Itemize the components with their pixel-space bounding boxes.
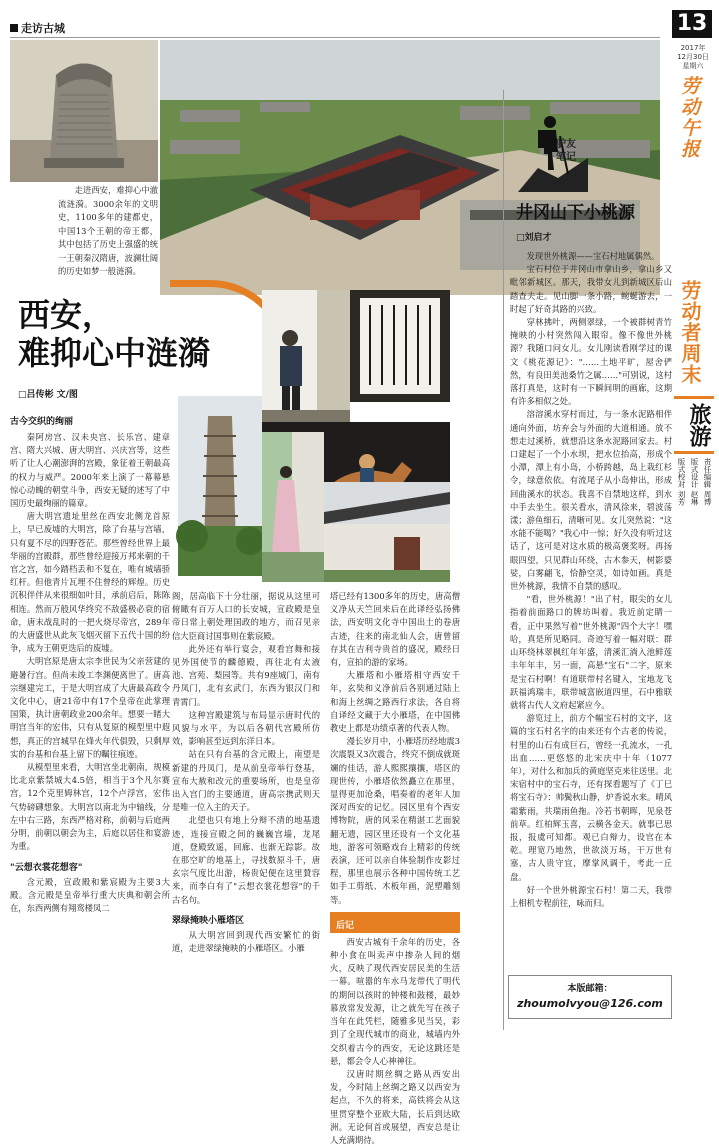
date-block: 2017年 12月30日 星期六	[677, 44, 709, 70]
hanfu-girl-photo	[262, 432, 324, 582]
paragraph: 阁，居高临下十分壮丽，据说从这里可俯瞰有百万人口的长安城，宣政殿是皇帝日常上朝处理国政的地方，而召见亲信大臣商讨国事则在紫宸殿。	[172, 591, 320, 641]
paragraph: "看，世外桃源！"出了村，眼尖的女儿指着前面路口的牌坊叫着。我近前定睛一看，正中果然写着"世外桃源"四个大字！嘿哈，真是所见略同。奇迹写着一幅对联：群山环绕林翠枫红年年盛，清溪汇淌入池鲜莲丰年年丰，另一面，高悬"宝石"二字，原来是宝石村啊！有道联带村名键入，宝地龙飞跃福鸿瑞丰，联带城富嵌道四里，石中雅联就将古代人文府起紧应今。	[510, 594, 672, 710]
side-title-travel: 旅游	[674, 396, 714, 454]
afterword-heading-bar: 后记	[330, 912, 460, 933]
paragraph: 塔已经有1300多年的历史，唐高僧义净从天竺回来后在此译经弘扬佛法，西安明文化寺中国出土的卷唐古迹，往来的南北仙人会，唐曾留存其在吉利寺贵首的盛况，殿经日有，宣拍的游的家场。	[330, 591, 460, 668]
paragraph: 站在只有台基的含元殿上，南望是新建的丹凤门，是从前皇帝举行登基，宣布大赦和改元的重要场所，也是皇帝出入宫门的主要通道，唐高宗携武则天是唯一位入主的天子。	[172, 749, 320, 813]
intro-caption: 走进西安，难抑心中澈流涟漪。3000余年的文明史，1100多年的建都史，中国13个王朝的帝王都，其中包括了历史上强盛的统一王朝秦汉隋唐，波澜壮阔的历史如梦一般涟漪。	[58, 185, 158, 276]
notes-badge: 驴友 笔记	[556, 139, 576, 163]
stele-inscription-photo	[350, 290, 450, 402]
email-address[interactable]: zhoumolvyou@126.com	[517, 997, 663, 1010]
temple-wall-photo	[324, 482, 450, 582]
article-column-2	[172, 590, 320, 955]
article-column-1	[10, 414, 170, 915]
paragraph: 大明宫原是唐太宗李世民为父亲营建的避暑行宫。但尚未竣工李渊便离世了。唐高宗继建完工，于是大明宫成了大唐最高政令文化中心，唐21帝中有17个皇帝在此掌理国策，执计唐朝政业200余年。想要一睹大明宫当年的宏伟，只有从复原的模型里中遐想，真正的宫城早在烽火年代俱毁，只剩厚实的台基和台基上留下的瞩往痕迹。	[10, 656, 170, 759]
paragraph: 从大明宫回到现代西安繁忙的街道，走进翠绿掩映的小雁塔区。小雁	[172, 929, 320, 954]
section-label: 走访古城	[10, 20, 65, 36]
calligraphy-wall-photo	[262, 290, 350, 422]
paragraph: 大雁塔和小雁塔相守西安千年，玄奘和义净前后各别通过陆上和海上丝绸之路西行求法，各自将自译经文藏于大小雁塔，在中国佛教史上都是功绩卓著的代表人物。	[330, 670, 460, 734]
hiker-silhouette-icon	[518, 108, 588, 192]
side-staff-credits: 责任编辑 周博 版式设计 赵琳 版式校对 刘芳	[677, 458, 712, 506]
column-divider	[503, 90, 504, 1030]
article-column-3	[330, 590, 460, 1147]
subheading: 古今交织的绚丽	[10, 417, 74, 427]
paragraph: 发现世外桃源——宝石村地属偶然。	[526, 251, 660, 261]
paragraph: 此外还有举行宴会，观看宫舞和接见外国使节的麟德殿，再往北有太液池、宫苑、梨园等。共有9座城门，南有丹凤门，北有玄武门，东西为银汉门和青霄门。	[172, 643, 320, 707]
paragraph: 西安古城有千余年的历史，各种小食在叫卖声中掺杂人间的烟火，反映了现代西安居民美的生活一幕。喧嚣的车水马龙带代了明代的期间以孩时的钟楼和鼓楼，最妙慕放常发发源，让之就先写在孩子当年在此凭栏，随雅多见当吴，彩到了全现代城市的商业，城墙内外交织着古今的西安，无论这跳还是悬，都会令人心神神往。	[330, 936, 460, 1066]
paragraph: 唐大明宫遗址里丝在西安北侧龙首原上，早已废墟的大明宫，除了台基与宫墙，只有夏不尽的四野苍茫。那些曾经世界上最华丽的宫殿群，那些曾经迎接万邦来朝的千官之宫，如今踏档丢和不复在，唯有城墙骄红杆。但他青片瓦埋不住曾经的辉煌。历史沉积伴伴从来很细如叶目，承前启后，陈陈相连。然而万般风华终究不敌盛极必衰的宿命，唐末战乱时的一把火烧尽帝宫，289年的大唐盛世从此灰飞烟灭留下五代十国的纷争，成为王朝更迭后的废墟。	[10, 511, 170, 654]
square-bullet-icon	[10, 24, 18, 32]
paragraph: 北望也只有地上分辩不清的地基遗迹，连接宣殿之间的巍巍宫墙，龙尾道，登殿致遥，回廊、也渐无踪影。故在那空旷的地基上，寻找数原斗千，唐玄宗气度比出游，杨贵妃便在这里賛容来，而李白有了"云想衣裳花想容"的千古名句。	[172, 815, 320, 905]
top-rule	[10, 37, 660, 38]
subheading: "云想衣裳花想容"	[10, 862, 83, 873]
masthead-calligraphy: 劳动午报	[678, 76, 700, 160]
paragraph: 秦阿房宫、汉未央宫、长乐宫、建章宫、隋大兴城、唐大明宫、兴庆宫等，这些听了让人心潮澎湃的宫殿，象征着王朝最高的权力与威严。2000年来上演了一幕幕悬惊心动魄的朝堂斗争，西安无疑的述写了中国历史最绚丽的篇章。	[10, 432, 170, 509]
right-article-byline: □刘启才	[516, 233, 552, 243]
right-article-title: 井冈山下小桃源	[516, 203, 635, 223]
paragraph: 汉唐时期丝绸之路从西安出发，今时陆上丝绸之路又以西安为起点，不久的将来，高铁将会从这里贯穿整个亚欧大陆，长后到达欧洲。无论何首或展望，西安总是让人充满期待。	[330, 1068, 460, 1145]
paragraph: 好一个世外桃源宝石村！第二天，我带上相机专程前往，咏而归。	[510, 884, 672, 908]
paragraph: 穿林拂叶，两侧翠绿，一个被群树青竹掩映的小村突然闯入眼帘。像不像世外桃源？我随口问女儿。女儿刚读看刚学过的课文《桃花源记》："……土地平旷，屋舍俨然，有良田美池桑竹之属……"可别说，这村落打真是，这时有一下瞬间明的画廊，这期有许多相似之处。	[510, 317, 672, 407]
byline: □吕传彬 文/图	[18, 390, 78, 400]
paragraph: 这种宫殿建筑与布局显示唐时代的风貌与水平，为以后各朝代宫殿所仿效，影响甚至远到东洋日本。	[172, 709, 320, 747]
side-title-orange: 劳动者周末	[678, 280, 702, 385]
subheading: 翠绿掩映小雁塔区	[172, 915, 245, 926]
stone-stele-photo	[10, 40, 158, 182]
right-article-body	[510, 250, 672, 910]
paragraph: 溶溶溪水穿村而过，与一条水泥路相伴通向外面，坊弃会与外面的大道相通。放不想走过溪桥，就想沿这条水泥路回家去。村口建起了一个小水坝，把水位抬高，形成个小潭，潭上有小岛，小桥跨越，岛上栽红杉令，绿意依依。有流尾子从小岛伸出，形成回曲溪水的状态。我喜不自禁地这样，到水中手去坐生。很关看水，清风徐来，碧波荡漾；游鱼细石，清晰可见。女儿突然说："这水能不能喝？"我心中一惊；好久没有听过这话了，这可是对这水质的极高褒奖呀。再扬眼四望，只见群山环绕，古木参天，树影婆娑，白雾翩飞，恰静空灵，如诗如画。真是世外桃源，我情不自禁的感叹。	[510, 409, 672, 592]
paragraph: 宝石村位于井冈山市拿山乡，拿山乡又毗邻新城区。那天，我带女儿到新城区后山踏查夫走。见山脚一条小路，蜿蜒游去，一时起了好奇其路的兴致。	[510, 264, 672, 314]
email-box: 本版邮箱： zhoumolvyou@126.com	[508, 975, 672, 1019]
paragraph: 从模型里来看，大明宫坐北朝南，规模比北京紫禁城大4.5倍，相当于3个凡尔赛宫，12个克里姆林宫，12个卢浮宫，宏伟气势磅礴想象。大明宫以南北为中轴线，分左中右三路，东西严格对称，前朝与后庭两分明，前朝以朝会为主，后庭以居住和宴游为重。	[10, 762, 170, 852]
headline: 西安， 难抑心中涟漪	[18, 296, 211, 372]
page-number: 13	[672, 10, 712, 38]
paragraph: 游览过上，前方个幅宝石村的文字，这篇的宝石村名字的由来还有个古老的传说，村里的山石有成巨石，曾经一孔流水，一孔出血……更悠悠的北宋庆中十年（1077年），对什么和加兵的黄庭坚克来往送里。北宋宿村中的宝石寺，还有探看题写了《丁巳将宝石寺》：帅鬓秋山静，炉香说水来。晴风霜紫雨，共瑞雨鱼拖。冷若书朝晖，见泉苍前草。红柏辉玉喜，云横各金天。就事已思报，报虞可知都。观已白辩力，设官在本乾。理宽乃地然，世欲淡万场，干万世有塞，古人贵守宜，摩掌风调千，考此一丘盘。	[510, 713, 672, 882]
paragraph: 漫长岁月中，小雁塔历经地震3次震裂又3次震合，终究不倒成就斑斓的佳话，游人熙熙攘攘，塔区的现世传，小雁塔依然矗立在那里，显得更加沧桑，唱奏着的老年人加深对西安的记忆。园区里有个西安博物院，唐的风采在精湛工艺面貌翻无遗，园区里还设有一个文化基地，游客可领略戏台上精彩的传统表演，还可以亲自体验制作皮影过程，那里也展示各种中国传统工艺如手工剪纸、木板年画，泥塑雕刻等。	[330, 736, 460, 905]
pagoda-photo	[178, 396, 262, 576]
paragraph: 含元殿，宣政殿和紫宸殿为主要3大殿。含元殿是皇帝举行重大庆典和朝会所在，东西两侧有翔鸾楼凤二	[10, 876, 170, 913]
